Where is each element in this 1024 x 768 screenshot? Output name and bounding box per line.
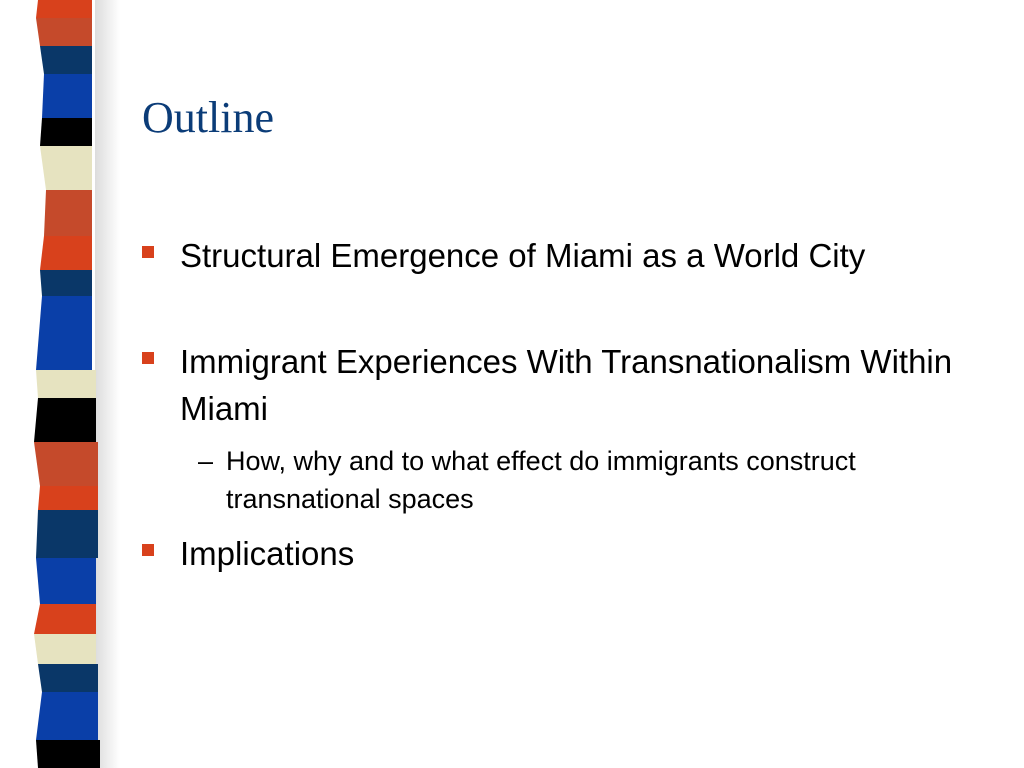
decorative-color-band	[0, 0, 120, 768]
slide-title: Outline	[142, 93, 274, 142]
bullet-text: Implications	[180, 535, 355, 572]
square-bullet-icon	[142, 246, 154, 258]
bullet-text: Immigrant Experiences With Transnationalism Within Miami	[180, 343, 953, 427]
sub-bullet-item	[198, 442, 918, 518]
sub-bullet-text: How, why and to what effect do immigrants construct transnational spaces	[226, 446, 856, 514]
bullet-text: Structural Emergence of Miami as a World City	[180, 237, 866, 274]
bullet-item	[142, 338, 962, 432]
square-bullet-icon	[142, 544, 154, 556]
square-bullet-icon	[142, 352, 154, 364]
dash-marker: –	[198, 446, 214, 476]
bullet-item	[142, 232, 962, 279]
bullet-item	[142, 530, 962, 577]
